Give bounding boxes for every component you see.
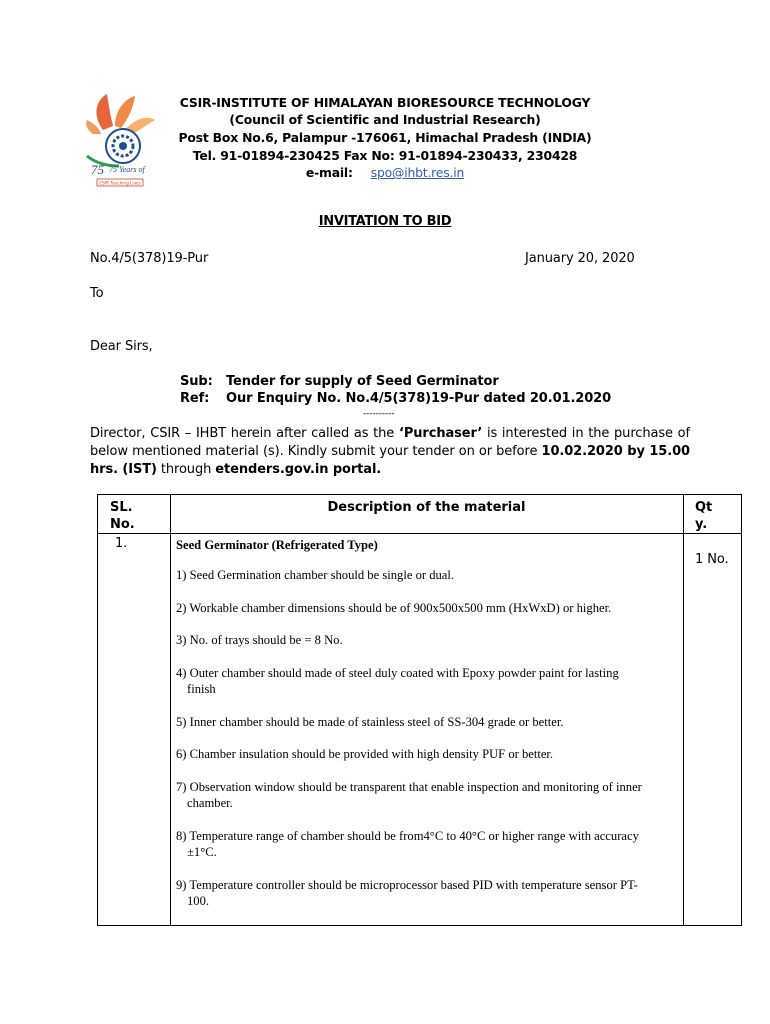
spec-text: 7) Observation window should be transparent that enable inspection and monitoring of inner [176, 780, 642, 794]
para-text-1: Director, CSIR – IHBT herein after called as the [90, 426, 399, 441]
header-qty [695, 499, 725, 533]
to-label: To [90, 286, 104, 301]
item-title: Seed Germinator (Refrigerated Type) [176, 538, 378, 552]
svg-text:CSIR Touching Lives: CSIR Touching Lives [99, 180, 141, 186]
spec-text: 3) No. of trays should be = 8 No. [176, 633, 343, 647]
column-divider [683, 495, 684, 925]
spec-item [176, 714, 686, 730]
institute-name: CSIR-INSTITUTE OF HIMALAYAN BIORESOURCE TECHNOLOGY [179, 95, 591, 110]
spec-item [176, 779, 686, 811]
para-text-3: through [156, 462, 216, 477]
subject-text: Tender for supply of Seed Germinator [226, 374, 499, 389]
column-divider [170, 495, 171, 925]
email-line [175, 164, 595, 182]
header-description: Description of the material [327, 500, 526, 515]
spec-text: 2) Workable chamber dimensions should be of 900x500x500 mm (HxWxD) or higher. [176, 601, 612, 615]
para-text-2: is interested in the purchase of below mentioned material (s). Kindly submit your tender on or before [90, 426, 690, 459]
spec-item [176, 632, 686, 648]
material-table [97, 494, 742, 926]
spec-item [176, 828, 686, 860]
csir-logo [85, 90, 157, 188]
spec-item [176, 877, 686, 909]
email-label: e-mail: [305, 165, 353, 180]
spec-text-continued: ±1°C. [187, 845, 217, 859]
header-sl-line1: SL. [110, 500, 133, 515]
spec-text: 5) Inner chamber should be made of stainless steel of SS-304 grade or better. [176, 715, 564, 729]
deadline: 10.02.2020 by 15.00 hrs. (IST) [90, 444, 690, 477]
spec-text-continued: chamber. [187, 796, 233, 810]
intro-paragraph [90, 425, 690, 479]
spec-text: 6) Chamber insulation should be provided with high density PUF or better. [176, 747, 554, 761]
divider-dashes: ---------- [363, 409, 395, 419]
salutation: Dear Sirs, [90, 339, 153, 354]
spec-text: 4) Outer chamber should made of steel duly coated with Epoxy powder paint for lasting [176, 666, 619, 680]
header-sl-line2: No. [110, 517, 135, 532]
spec-item [176, 746, 686, 762]
spec-item [176, 665, 686, 697]
reference-number: No.4/5(378)19-Pur [90, 251, 209, 266]
header-divider [98, 533, 741, 534]
header-qty-line1: Qt [695, 500, 713, 515]
spec-text-continued: 100. [187, 894, 210, 908]
reference-text: Our Enquiry No. No.4/5(378)19-Pur dated 20.01.2020 [226, 391, 612, 406]
svg-text:75: 75 [91, 162, 104, 177]
row-quantity: 1 No. [695, 552, 729, 567]
postal-address: Post Box No.6, Palampur -176061, Himachal Pradesh (INDIA) [178, 130, 592, 145]
purchaser-term: ‘Purchaser’ [398, 426, 483, 441]
subject-label: Sub: [180, 374, 213, 389]
spec-text: 9) Temperature controller should be microprocessor based PID with temperature sensor PT- [176, 878, 638, 892]
document-heading: INVITATION TO BID [318, 214, 452, 229]
spec-item [176, 600, 686, 616]
council-name: (Council of Scientific and Industrial Research) [229, 112, 541, 127]
header-sl-no [110, 499, 150, 533]
spec-item [176, 567, 686, 583]
header-qty-line2: y. [695, 517, 708, 532]
reference-label: Ref: [180, 391, 210, 406]
svg-text:75 Years of: 75 Years of [109, 165, 145, 174]
letter-date: January 20, 2020 [525, 251, 635, 266]
spec-text: 1) Seed Germination chamber should be single or dual. [176, 568, 455, 582]
spec-text: 8) Temperature range of chamber should be from4°C to 40°C or higher range with accuracy [176, 829, 639, 843]
phone-fax: Tel. 91-01894-230425 Fax No: 91-01894-230433, 230428 [192, 148, 578, 163]
portal-name: etenders.gov.in portal. [215, 462, 382, 477]
email-link[interactable]: spo@ihbt.res.in [370, 165, 465, 180]
spec-text-continued: finish [187, 682, 216, 696]
row-sl-number: 1. [115, 536, 128, 551]
